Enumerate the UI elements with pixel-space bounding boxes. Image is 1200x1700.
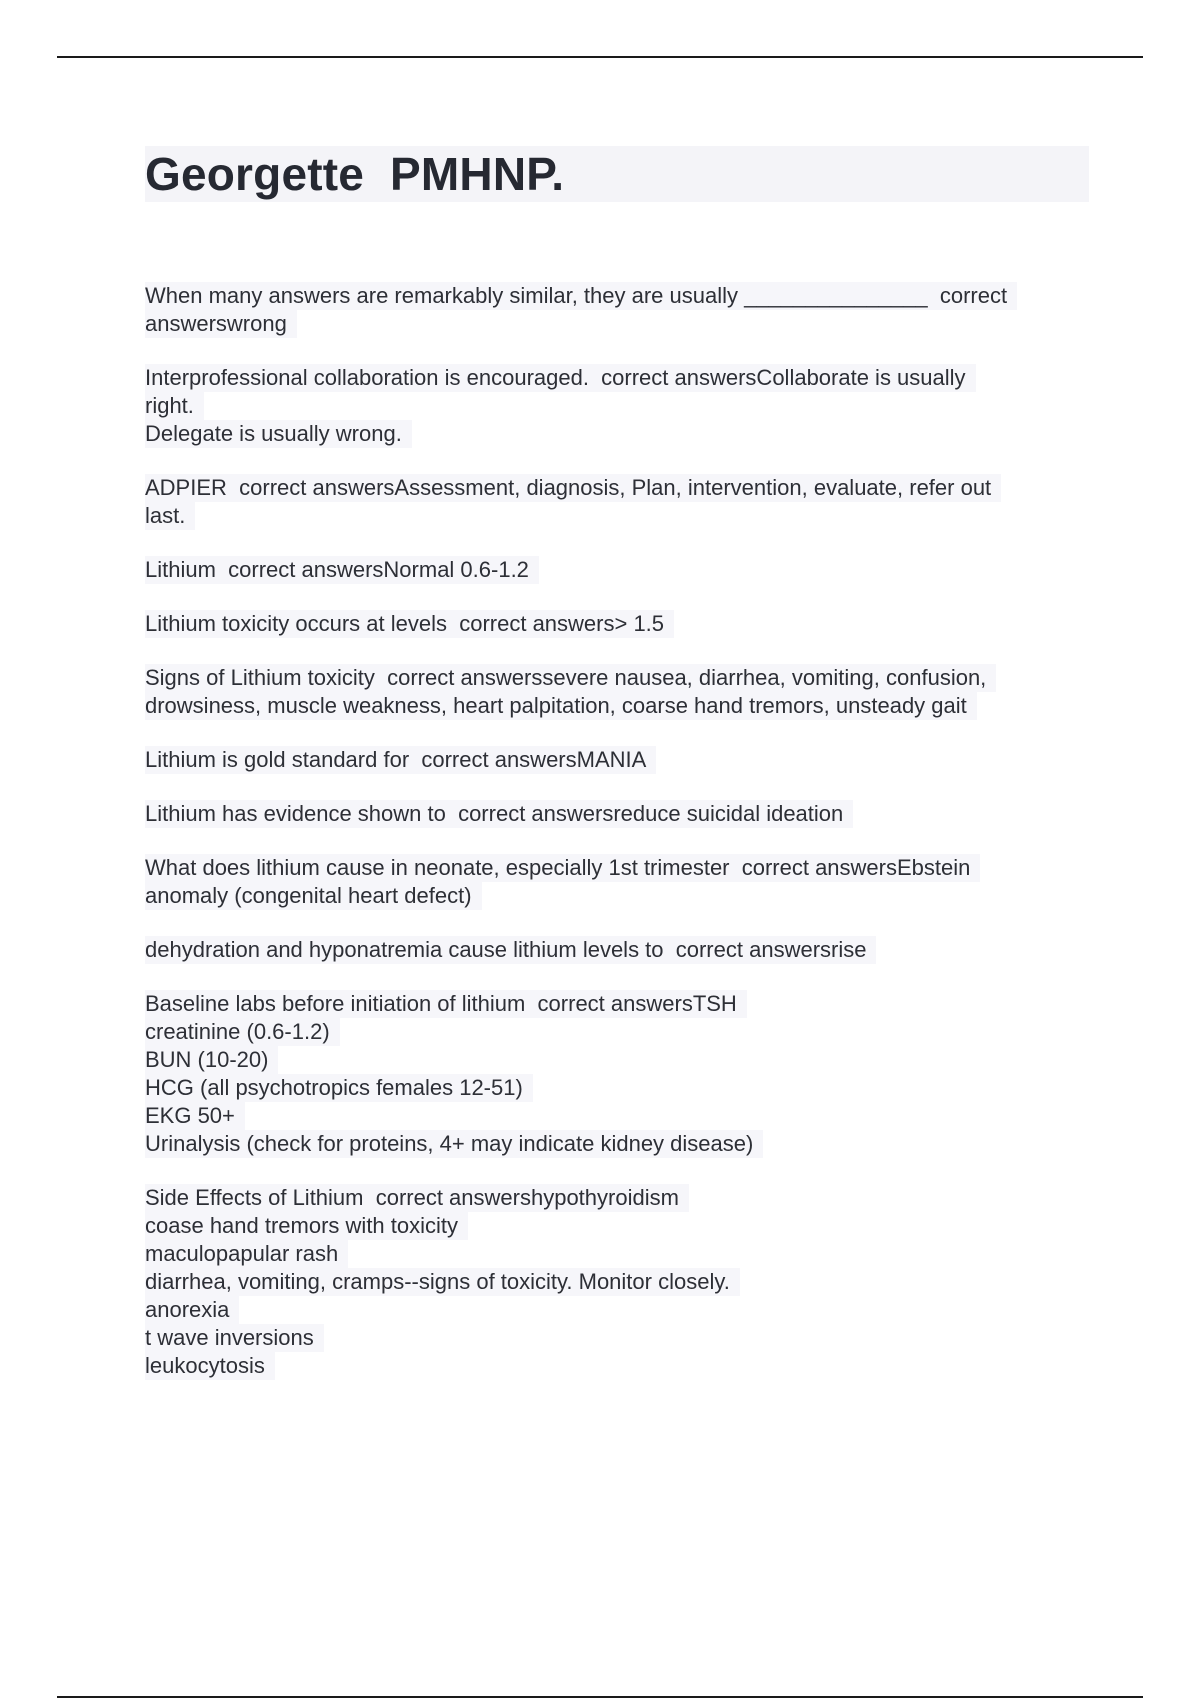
flashcard-entry [145,664,1095,720]
flashcard-line: right. [145,392,204,420]
flashcard-line: anomaly (congenital heart defect) [145,882,482,910]
bottom-rule [57,1696,1143,1698]
flashcard-line: What does lithium cause in neonate, especially 1st trimester correct answersEbstein [145,854,980,882]
flashcard-line: diarrhea, vomiting, cramps--signs of toxicity. Monitor closely. [145,1268,740,1296]
flashcard-line: BUN (10-20) [145,1046,278,1074]
flashcard-line: drowsiness, muscle weakness, heart palpitation, coarse hand tremors, unsteady gait [145,692,977,720]
flashcard-line: creatinine (0.6-1.2) [145,1018,340,1046]
flashcard-line: Lithium correct answersNormal 0.6-1.2 [145,556,539,584]
flashcard-line: When many answers are remarkably similar, they are usually _______________ correct [145,282,1017,310]
top-rule [57,56,1143,58]
flashcard-line: answerswrong [145,310,297,338]
flashcard-entry [145,1184,1095,1380]
flashcard-line: coase hand tremors with toxicity [145,1212,468,1240]
page-title: Georgette PMHNP. [145,148,565,200]
flashcard-line: Urinalysis (check for proteins, 4+ may indicate kidney disease) [145,1130,763,1158]
flashcard-line: leukocytosis [145,1352,275,1380]
flashcard-entry [145,800,1095,828]
flashcard-line: Lithium toxicity occurs at levels correct answers> 1.5 [145,610,674,638]
flashcard-line: Lithium is gold standard for correct answersMANIA [145,746,656,774]
flashcard-line: dehydration and hyponatremia cause lithium levels to correct answersrise [145,936,876,964]
flashcard-line: Lithium has evidence shown to correct answersreduce suicidal ideation [145,800,853,828]
flashcard-line: ADPIER correct answersAssessment, diagnosis, Plan, intervention, evaluate, refer out [145,474,1001,502]
flashcard-entry [145,282,1095,338]
flashcard-line: Signs of Lithium toxicity correct answerssevere nausea, diarrhea, vomiting, confusion, [145,664,996,692]
flashcard-line: anorexia [145,1296,239,1324]
flashcard-line: Side Effects of Lithium correct answershypothyroidism [145,1184,689,1212]
flashcard-line: last. [145,502,195,530]
flashcard-entry [145,936,1095,964]
flashcard-entry [145,854,1095,910]
flashcard-line: HCG (all psychotropics females 12-51) [145,1074,533,1102]
flashcard-entry [145,746,1095,774]
flashcard-line: EKG 50+ [145,1102,245,1130]
flashcard-line: Delegate is usually wrong. [145,420,412,448]
flashcard-entry [145,556,1095,584]
flashcard-line: Interprofessional collaboration is encouraged. correct answersCollaborate is usually [145,364,976,392]
flashcard-entry [145,364,1095,448]
flashcard-list [145,282,1095,1380]
flashcard-entry [145,474,1095,530]
flashcard-entry [145,990,1095,1158]
flashcard-line: Baseline labs before initiation of lithium correct answersTSH [145,990,747,1018]
flashcard-line: t wave inversions [145,1324,324,1352]
flashcard-line: maculopapular rash [145,1240,348,1268]
flashcard-entry [145,610,1095,638]
